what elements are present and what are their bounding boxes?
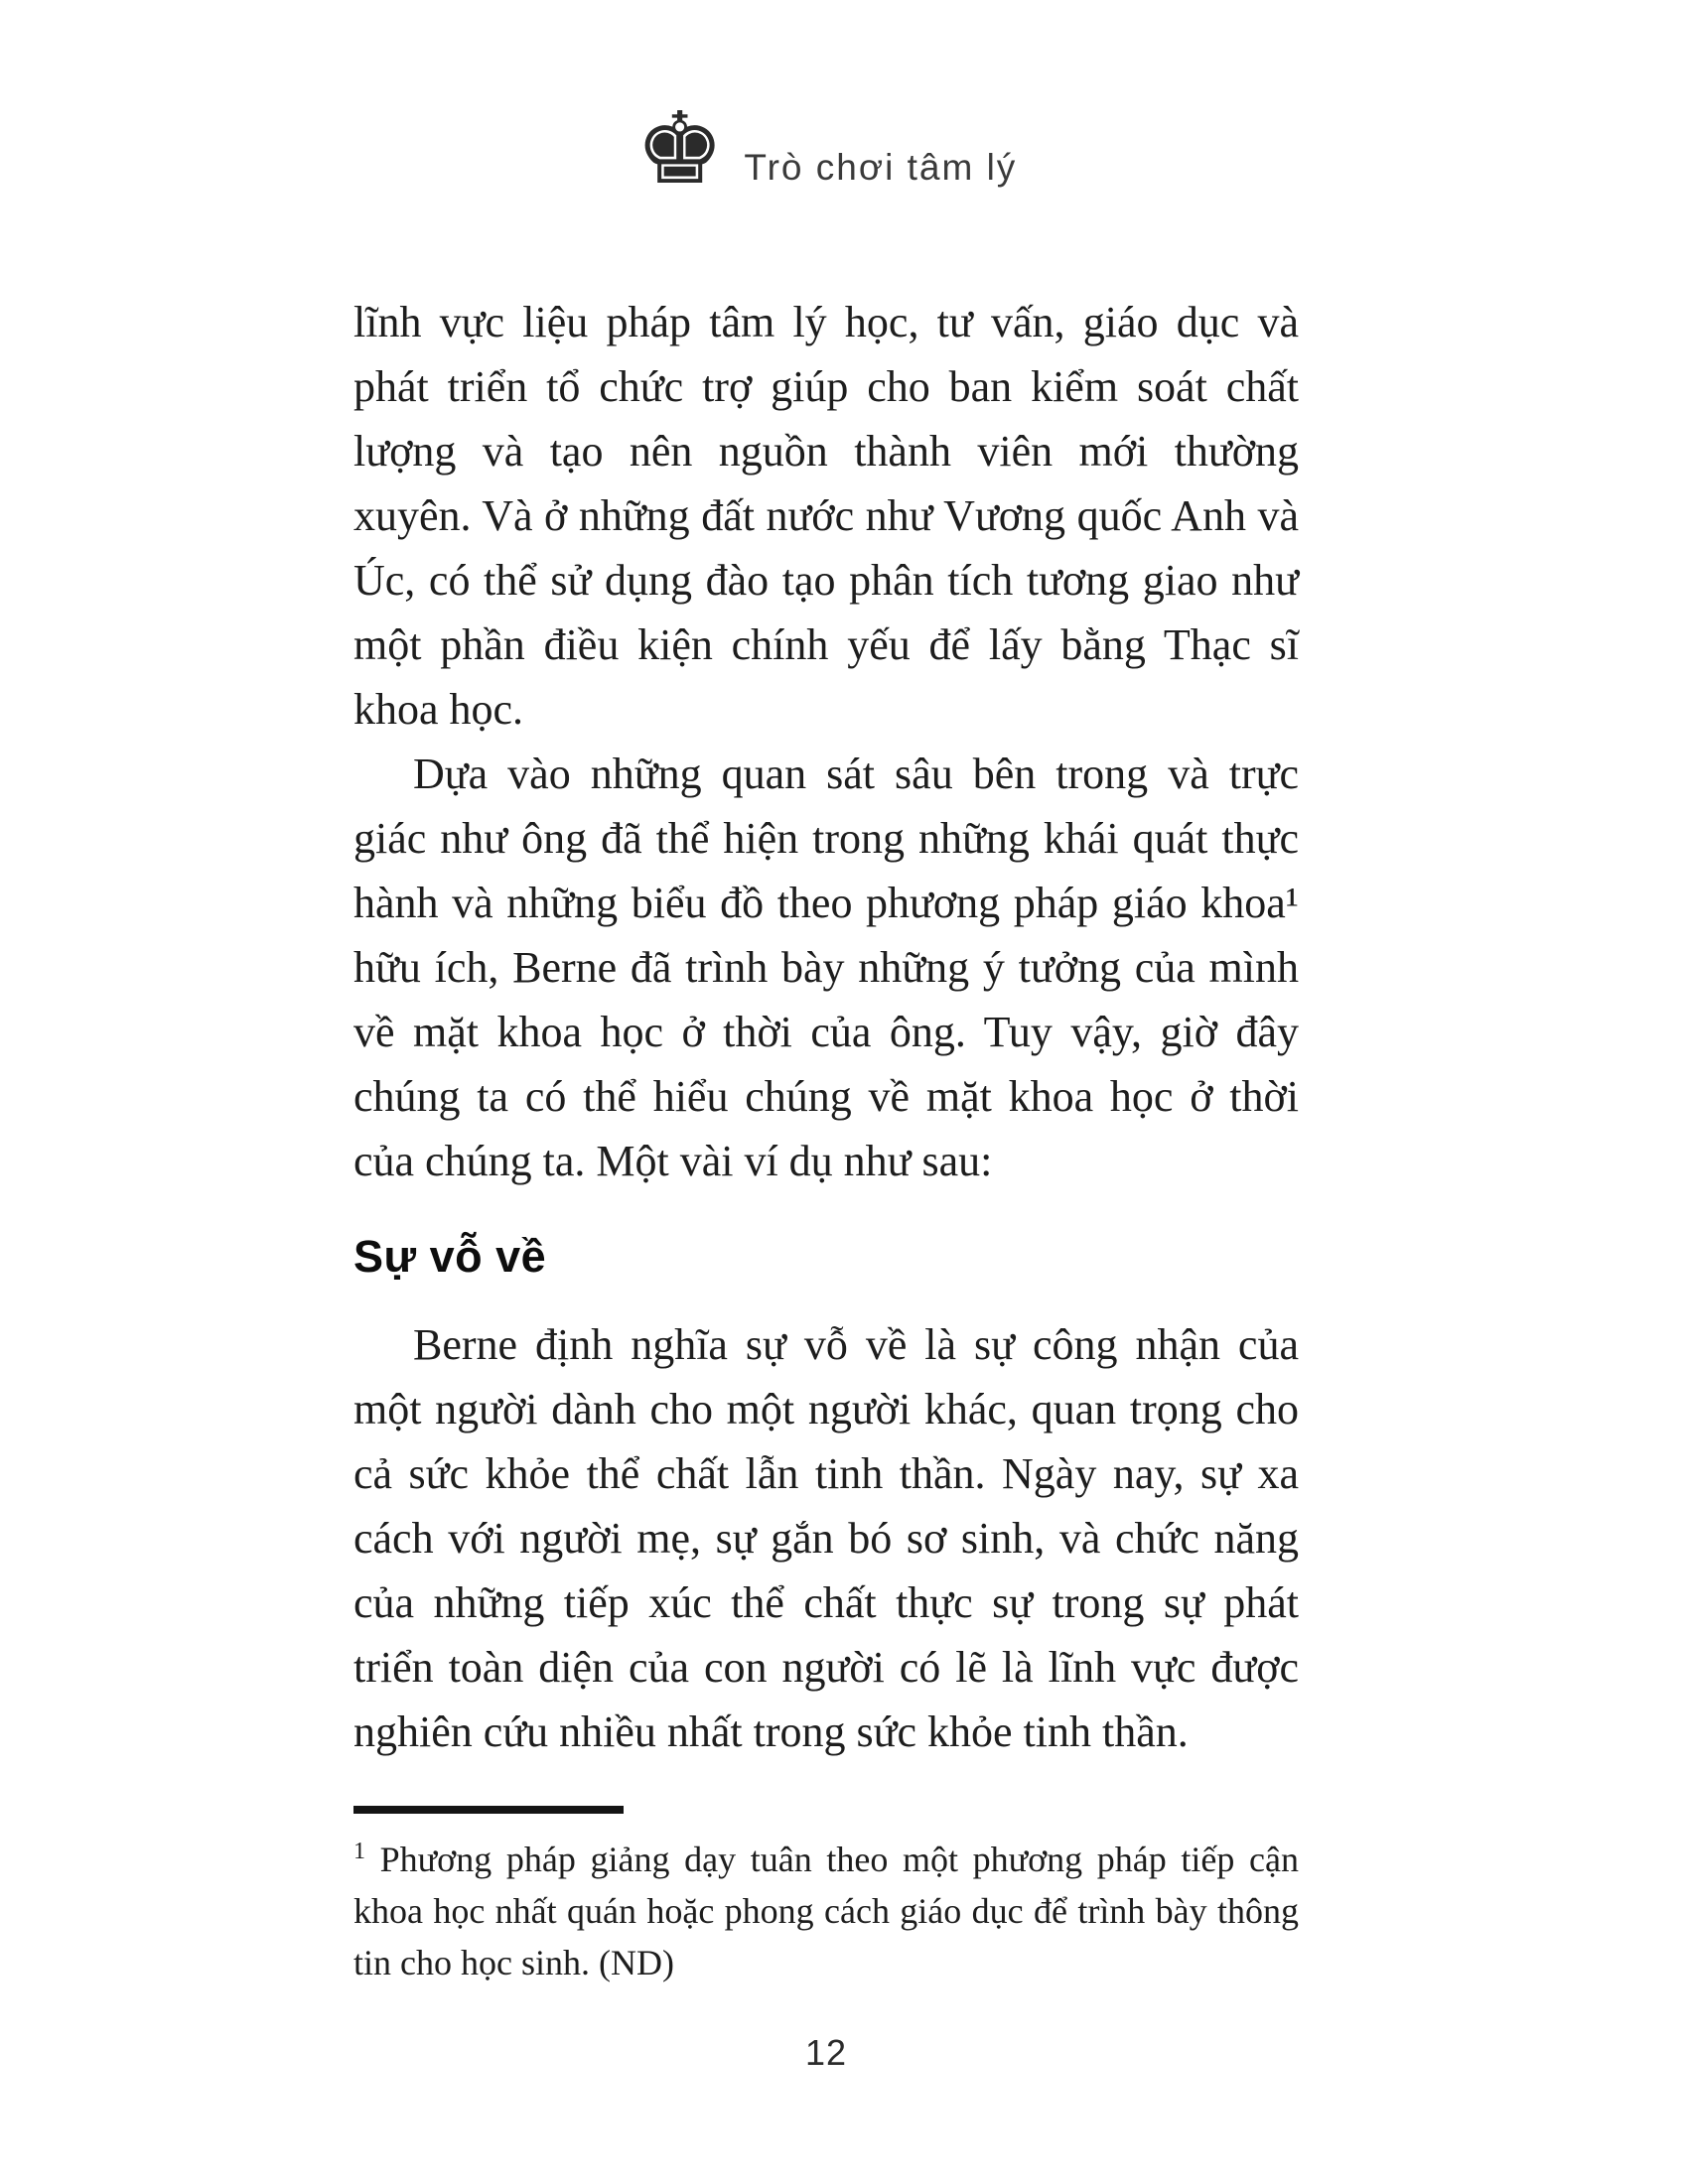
footnote-text: Phương pháp giảng dạy tuân theo một phương pháp tiếp cận khoa học nhất quán hoặc phong cách giáo dục để trình bày thông tin cho học sinh. (ND) (353, 1840, 1299, 1982)
paragraph: Dựa vào những quan sát sâu bên trong và trực giác như ông đã thể hiện trong những khái quát thực hành và những biểu đồ theo phương pháp giáo khoa¹ hữu ích, Berne đã trình bày những ý tưởng của mình về mặt khoa học ở thời của ông. Tuy vậy, giờ đây chúng ta có thể hiểu chúng về mặt khoa học ở thời của chúng ta. Một vài ví dụ như sau: (353, 750, 1299, 1185)
footnote-marker: 1 (353, 1839, 365, 1864)
running-head-title: Trò chơi tâm lý (744, 147, 1018, 188)
paragraph: Berne định nghĩa sự vỗ về là sự công nhận của một người dành cho một người khác, quan trọng cho cả sức khỏe thể chất lẫn tinh thần. Ngày nay, sự xa cách với người mẹ, sự gắn bó sơ sinh, và chức năng của những tiếp xúc thể chất thực sự trong sự phát triển toàn diện của con người có lẽ là lĩnh vực được nghiên cứu nhiều nhất trong sức khỏe tinh thần. (353, 1320, 1299, 1756)
paragraph-continuation: lĩnh vực liệu pháp tâm lý học, tư vấn, giáo dục và phát triển tổ chức trợ giúp cho ban kiểm soát chất lượng và tạo nên nguồn thành viên mới thường xuyên. Và ở những đất nước như Vương quốc Anh và Úc, có thể sử dụng đào tạo phân tích tương giao như một phần điều kiện chính yếu để lấy bằng Thạc sĩ khoa học. (353, 298, 1299, 734)
section-heading: Sự vỗ về (353, 1231, 547, 1282)
page-header (353, 0, 1299, 206)
page-number: 12 (804, 2032, 848, 2073)
footnote (353, 1834, 1299, 1988)
page-content (353, 0, 1299, 2074)
chess-king-icon: ♚ (634, 90, 725, 206)
footnote-divider (353, 1806, 624, 1814)
